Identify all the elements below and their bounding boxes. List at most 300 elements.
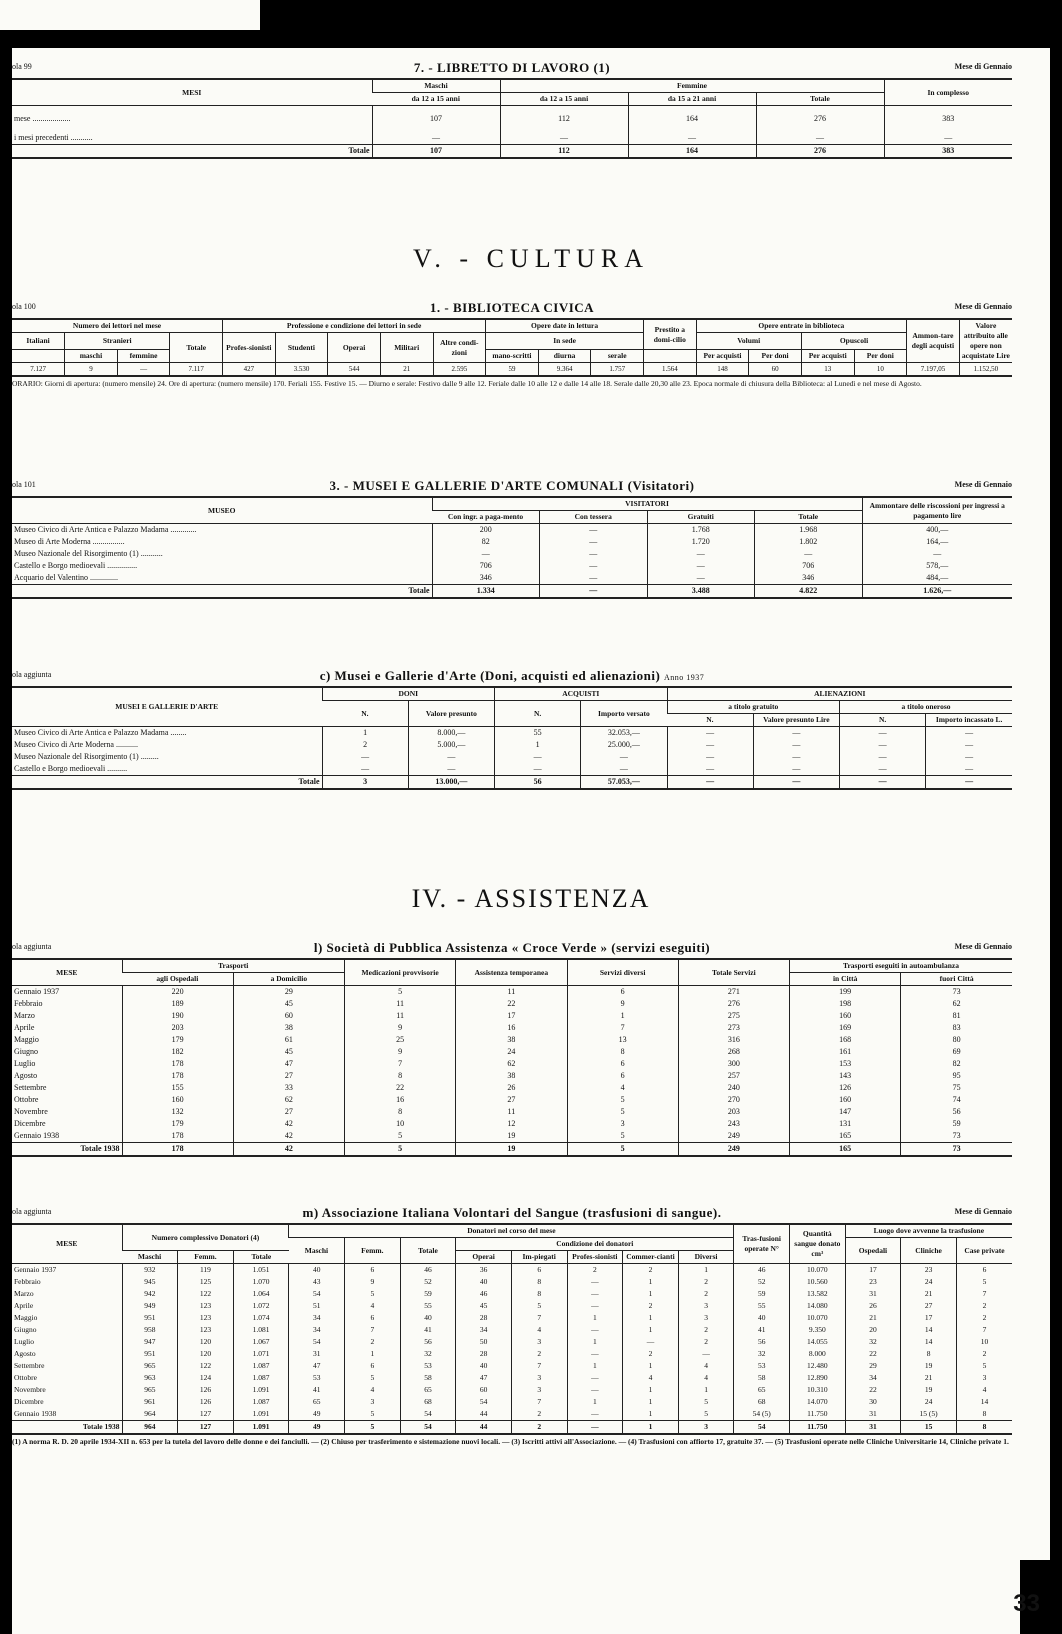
cell-value: 29 bbox=[845, 1360, 901, 1372]
cell-value: 23 bbox=[845, 1276, 901, 1288]
table-row bbox=[12, 1034, 1012, 1046]
total-label: Totale 1938 bbox=[12, 1421, 122, 1435]
month-label: Mese di Gennaio bbox=[954, 1207, 1012, 1216]
cell-value: 249 bbox=[678, 1143, 789, 1157]
cell-value: 5 bbox=[345, 1372, 401, 1384]
cell-value: 4 bbox=[345, 1300, 401, 1312]
cell-value: 5 bbox=[567, 1106, 678, 1118]
cell-value: 120 bbox=[178, 1348, 234, 1360]
month-label: Novembre bbox=[14, 1107, 48, 1116]
cell-value: 74 bbox=[901, 1094, 1012, 1106]
col-totale: Totale bbox=[756, 93, 884, 106]
month-label: Novembre bbox=[14, 1385, 46, 1394]
cell-value: 122 bbox=[178, 1288, 234, 1300]
cell-value: 62 bbox=[901, 998, 1012, 1010]
cell-value: 11 bbox=[345, 1010, 456, 1022]
cell-value: 1 bbox=[623, 1384, 679, 1396]
cell-value: — bbox=[567, 1348, 623, 1360]
table-row bbox=[12, 1276, 1012, 1288]
cell-value: 19 bbox=[901, 1384, 957, 1396]
cell-value: 34 bbox=[289, 1324, 345, 1336]
cell-value: 7 bbox=[511, 1312, 567, 1324]
cell-value: 3 bbox=[678, 1312, 734, 1324]
cell-value: 12 bbox=[456, 1118, 567, 1130]
cell-value: 168 bbox=[790, 1034, 901, 1046]
cell-value: 31 bbox=[845, 1288, 901, 1300]
biblioteca-table: Numero dei lettori nel mese Professione e condizione dei lettori in sede Opere date in lettura Prestito a domi-cilio Opere entrate in biblioteca Ammon-tare degli acquisti Valore attribuito alle opere non acquistate Lire Italiani Stranieri Totale Profes-sionisti Studenti Operai Militari Altre condi-zioni In sede Volumi Opuscoli maschi femmine mano-scritti diurna serale Per acquisti Per doni Per acquisti Per doni 7.127 9 — 7.117 427 3.530 544 21 2.595 59 9.364 1.757 1.564 148 60 13 10 7.197,05 1.152,50 bbox=[12, 318, 1012, 377]
cell-value: 9 bbox=[567, 998, 678, 1010]
cell-value: 179 bbox=[122, 1034, 233, 1046]
table-row bbox=[12, 1312, 1012, 1324]
cell-value: 56 bbox=[901, 1106, 1012, 1118]
cell-value: 10.070 bbox=[790, 1264, 846, 1277]
month-label: Mese di Gennaio bbox=[954, 480, 1012, 489]
cell-value: 182 bbox=[122, 1046, 233, 1058]
cell-value: 964 bbox=[122, 1408, 178, 1421]
cell-value: 153 bbox=[790, 1058, 901, 1070]
cell-value: 2 bbox=[956, 1312, 1012, 1324]
cell-value: — bbox=[567, 1372, 623, 1384]
cell-value: 65 bbox=[289, 1396, 345, 1408]
cell-value: 199 bbox=[790, 986, 901, 999]
cell-value: 942 bbox=[122, 1288, 178, 1300]
cell-value: 52 bbox=[400, 1276, 456, 1288]
cell-value: 6 bbox=[567, 986, 678, 999]
section-avis bbox=[12, 1205, 1012, 1447]
cell-value: 6 bbox=[345, 1360, 401, 1372]
col-mesi: MESI bbox=[12, 79, 372, 106]
total-row bbox=[12, 1143, 1012, 1157]
cell-value: 31 bbox=[845, 1408, 901, 1421]
cell-value: 126 bbox=[178, 1384, 234, 1396]
section-title: 3. - MUSEI E GALLERIE D'ARTE COMUNALI (Visitatori) bbox=[329, 478, 695, 493]
cell-value: — bbox=[567, 1408, 623, 1421]
col-f1: da 12 a 15 anni bbox=[500, 93, 628, 106]
table-row bbox=[12, 1082, 1012, 1094]
cell-value: 14 bbox=[901, 1324, 957, 1336]
cell-value: 40 bbox=[456, 1360, 512, 1372]
cell-value: 1 bbox=[345, 1348, 401, 1360]
cell-value: 22 bbox=[845, 1348, 901, 1360]
table-row bbox=[12, 1046, 1012, 1058]
cell-value: 53 bbox=[289, 1372, 345, 1384]
cell-value: 68 bbox=[734, 1396, 790, 1408]
cell-value: 8 bbox=[511, 1288, 567, 1300]
cell-value: 2 bbox=[678, 1288, 734, 1300]
cell-value: 11.750 bbox=[790, 1421, 846, 1435]
section-libretto-lavoro bbox=[12, 60, 1012, 159]
chapter-title-assistenza: IV. - ASSISTENZA bbox=[411, 884, 651, 913]
cell-value: 54 bbox=[734, 1421, 790, 1435]
month-label: Mese di Gennaio bbox=[954, 302, 1012, 311]
cell-value: 3 bbox=[345, 1396, 401, 1408]
table-row bbox=[12, 1288, 1012, 1300]
cell-value: 47 bbox=[456, 1372, 512, 1384]
cell-value: 25 bbox=[345, 1034, 456, 1046]
cell-value: 13 bbox=[567, 1034, 678, 1046]
cell-value: 44 bbox=[456, 1421, 512, 1435]
scan-paper-tab bbox=[0, 0, 260, 30]
cell-value: 2 bbox=[678, 1276, 734, 1288]
cell-value: 75 bbox=[901, 1082, 1012, 1094]
total-row: Totale 1.334 — 3.488 4.822 1.626,— bbox=[12, 585, 1012, 599]
table-row bbox=[12, 1372, 1012, 1384]
cell-value: 49 bbox=[289, 1408, 345, 1421]
cell-value: 68 bbox=[400, 1396, 456, 1408]
section-title: 1. - BIBLIOTECA CIVICA bbox=[429, 300, 595, 315]
cell-value: 3 bbox=[511, 1372, 567, 1384]
cell-value: 257 bbox=[678, 1070, 789, 1082]
cell-value: 2 bbox=[511, 1421, 567, 1435]
table-row bbox=[12, 1130, 1012, 1143]
chapter-title-cultura: V. - CULTURA bbox=[413, 244, 649, 273]
cell-value: 41 bbox=[734, 1324, 790, 1336]
cell-value: 5 bbox=[567, 1094, 678, 1106]
cell-value: 6 bbox=[511, 1264, 567, 1277]
cell-value: 1 bbox=[623, 1396, 679, 1408]
cell-value: 951 bbox=[122, 1348, 178, 1360]
table-ref: ola 99 bbox=[12, 62, 32, 71]
cell-value: 189 bbox=[122, 998, 233, 1010]
cell-value: 10.310 bbox=[790, 1384, 846, 1396]
cell-value: 7 bbox=[511, 1360, 567, 1372]
total-label: Totale 1938 bbox=[12, 1143, 122, 1157]
cell-value: 14.080 bbox=[790, 1300, 846, 1312]
cell-value: 11 bbox=[456, 986, 567, 999]
table-row bbox=[12, 1360, 1012, 1372]
cell-value: 6 bbox=[567, 1070, 678, 1082]
cell-value: — bbox=[567, 1276, 623, 1288]
month-label: Giugno bbox=[14, 1047, 38, 1056]
cell-value: 5 bbox=[956, 1360, 1012, 1372]
month-label: Settembre bbox=[14, 1361, 45, 1370]
cell-value: 178 bbox=[122, 1070, 233, 1082]
cell-value: 1.070 bbox=[233, 1276, 289, 1288]
cell-value: 26 bbox=[845, 1300, 901, 1312]
cell-value: 14.070 bbox=[790, 1396, 846, 1408]
table-row bbox=[12, 1106, 1012, 1118]
table-row bbox=[12, 1384, 1012, 1396]
cell-value: 40 bbox=[734, 1312, 790, 1324]
cell-value: 53 bbox=[400, 1360, 456, 1372]
cell-value: 5 bbox=[345, 1288, 401, 1300]
cell-value: 1.072 bbox=[233, 1300, 289, 1312]
cell-value: 58 bbox=[734, 1372, 790, 1384]
cell-value: 932 bbox=[122, 1264, 178, 1277]
cell-value: — bbox=[567, 1288, 623, 1300]
cell-value: 4 bbox=[678, 1372, 734, 1384]
year-label: Anno 1937 bbox=[664, 673, 705, 682]
cell-value: 17 bbox=[845, 1264, 901, 1277]
cell-value: 54 (5) bbox=[734, 1408, 790, 1421]
month-label: Luglio bbox=[14, 1059, 36, 1068]
cell-value: 160 bbox=[790, 1010, 901, 1022]
cell-value: 1.081 bbox=[233, 1324, 289, 1336]
cell-value: 21 bbox=[901, 1288, 957, 1300]
cell-value: 40 bbox=[400, 1312, 456, 1324]
month-label: Mese di Gennaio bbox=[954, 942, 1012, 951]
cell-value: 1 bbox=[623, 1408, 679, 1421]
month-label: Gennaio 1937 bbox=[14, 987, 60, 996]
cell-value: 123 bbox=[178, 1324, 234, 1336]
cell-value: 49 bbox=[289, 1421, 345, 1435]
section-musei bbox=[12, 478, 1012, 599]
cell-value: 1.087 bbox=[233, 1372, 289, 1384]
cell-value: 268 bbox=[678, 1046, 789, 1058]
table-row bbox=[12, 1070, 1012, 1082]
cell-value: 6 bbox=[345, 1312, 401, 1324]
cell-value: 56 bbox=[734, 1336, 790, 1348]
cell-value: 46 bbox=[734, 1264, 790, 1277]
table-row bbox=[12, 1324, 1012, 1336]
cell-value: 54 bbox=[400, 1421, 456, 1435]
cell-value: 6 bbox=[956, 1264, 1012, 1277]
cell-value: 143 bbox=[790, 1070, 901, 1082]
table-row bbox=[12, 1396, 1012, 1408]
section-title: c) Musei e Gallerie d'Arte (Doni, acquisti ed alienazioni) bbox=[319, 668, 661, 683]
table-row: 7.127 9 — 7.117 427 3.530 544 21 2.595 59 9.364 1.757 1.564 148 60 13 10 7.197,05 1.152,50 bbox=[12, 363, 1012, 377]
cell-value: 963 bbox=[122, 1372, 178, 1384]
cell-value: 20 bbox=[845, 1324, 901, 1336]
month-label: Ottobre bbox=[14, 1373, 37, 1382]
croce-verde-table: MESE Trasporti Medicazioni provvisorie Assistenza temporanea Servizi diversi Totale Servizi Trasporti eseguiti in autoambulanza agli Ospedali a Domicilio in Città fuori Città Gennaio 1937 220 29 5 11 6 271 199 73 Febbraio 189 45 11 22 9 276 198 62 Marzo 190 60 11 17 1 275 160 81 Aprile 203 38 9 16 7 273 169 83 Maggio 179 61 25 38 13 316 168 80 Giugno 182 45 9 24 8 268 161 69 Luglio 178 47 7 62 6 300 153 82 Agosto 178 27 8 38 6 257 143 95 Settembre 155 33 22 26 4 240 126 75 Ottobre 160 62 16 27 5 270 160 74 Novembre 132 27 8 11 5 203 147 56 Dicembre 179 42 10 12 3 243 131 59 Gennaio 1938 178 42 5 19 5 249 165 73 Totale 1938 178 42 5 19 5 249 165 73 bbox=[12, 958, 1012, 1157]
table-row: Museo Civico di Arte Antica e Palazzo Madama ........ 1 8.000,— 55 32.053,— — — — — bbox=[12, 727, 1012, 740]
cell-value: 178 bbox=[122, 1130, 233, 1143]
cell-value: 190 bbox=[122, 1010, 233, 1022]
cell-value: 9 bbox=[345, 1276, 401, 1288]
cell-value: 126 bbox=[790, 1082, 901, 1094]
cell-value: 81 bbox=[901, 1010, 1012, 1022]
month-label: Ottobre bbox=[14, 1095, 39, 1104]
cell-value: 125 bbox=[178, 1276, 234, 1288]
cell-value: 54 bbox=[400, 1408, 456, 1421]
cell-value: 965 bbox=[122, 1360, 178, 1372]
cell-value: 14.055 bbox=[790, 1336, 846, 1348]
col-f2: da 15 a 21 anni bbox=[628, 93, 756, 106]
cell-value: 24 bbox=[901, 1276, 957, 1288]
table-ref: ola 101 bbox=[12, 480, 36, 489]
table-row bbox=[12, 986, 1012, 999]
cell-value: 131 bbox=[790, 1118, 901, 1130]
cell-value: — bbox=[567, 1384, 623, 1396]
cell-value: 2 bbox=[623, 1264, 679, 1277]
cell-value: 5 bbox=[678, 1396, 734, 1408]
cell-value: 1 bbox=[623, 1312, 679, 1324]
cell-value: 27 bbox=[233, 1106, 344, 1118]
cell-value: 4 bbox=[345, 1384, 401, 1396]
cell-value: 1 bbox=[567, 1312, 623, 1324]
cell-value: 82 bbox=[901, 1058, 1012, 1070]
cell-value: 5 bbox=[956, 1276, 1012, 1288]
cell-value: 52 bbox=[734, 1276, 790, 1288]
cell-value: 11 bbox=[345, 998, 456, 1010]
cell-value: 122 bbox=[178, 1360, 234, 1372]
cell-value: 1.091 bbox=[233, 1421, 289, 1435]
month-label: Febbraio bbox=[14, 1277, 41, 1286]
cell-value: 17 bbox=[456, 1010, 567, 1022]
cell-value: 1.087 bbox=[233, 1360, 289, 1372]
cell-value: 7 bbox=[345, 1058, 456, 1070]
cell-value: 964 bbox=[122, 1421, 178, 1435]
cell-value: 8 bbox=[345, 1106, 456, 1118]
cell-value: 34 bbox=[845, 1372, 901, 1384]
month-label: Dicembre bbox=[14, 1119, 46, 1128]
cell-value: 160 bbox=[790, 1094, 901, 1106]
cell-value: 6 bbox=[567, 1058, 678, 1070]
cell-value: 178 bbox=[122, 1143, 233, 1157]
cell-value: 178 bbox=[122, 1058, 233, 1070]
page-number: 33 bbox=[1013, 1590, 1040, 1617]
cell-value: 58 bbox=[400, 1372, 456, 1384]
cell-value: 8 bbox=[511, 1276, 567, 1288]
cell-value: 61 bbox=[233, 1034, 344, 1046]
cell-value: 6 bbox=[345, 1264, 401, 1277]
cell-value: 132 bbox=[122, 1106, 233, 1118]
cell-value: 10 bbox=[956, 1336, 1012, 1348]
cell-value: 11 bbox=[456, 1106, 567, 1118]
cell-value: 179 bbox=[122, 1118, 233, 1130]
cell-value: 5 bbox=[345, 1421, 401, 1435]
cell-value: 4 bbox=[511, 1324, 567, 1336]
cell-value: 23 bbox=[901, 1264, 957, 1277]
cell-value: 33 bbox=[233, 1082, 344, 1094]
cell-value: 5 bbox=[567, 1130, 678, 1143]
section-title: 7. - LIBRETTO DI LAVORO (1) bbox=[413, 60, 611, 75]
cell-value: 38 bbox=[233, 1022, 344, 1034]
cell-value: 73 bbox=[901, 1130, 1012, 1143]
cell-value: 29 bbox=[233, 986, 344, 999]
cell-value: 80 bbox=[901, 1034, 1012, 1046]
cell-value: — bbox=[623, 1336, 679, 1348]
total-row: Totale 3 13.000,— 56 57.053,— — — — — bbox=[12, 776, 1012, 790]
cell-value: 1 bbox=[623, 1288, 679, 1300]
month-label: Febbraio bbox=[14, 999, 43, 1008]
cell-value: 1.051 bbox=[233, 1264, 289, 1277]
cell-value: 3 bbox=[511, 1384, 567, 1396]
cell-value: 2 bbox=[623, 1300, 679, 1312]
cell-value: 44 bbox=[456, 1408, 512, 1421]
cell-value: 1 bbox=[567, 1336, 623, 1348]
cell-value: 42 bbox=[233, 1143, 344, 1157]
cell-value: 203 bbox=[122, 1022, 233, 1034]
cell-value: 3 bbox=[511, 1336, 567, 1348]
month-label: Giugno bbox=[14, 1325, 37, 1334]
table-row bbox=[12, 1058, 1012, 1070]
cell-value: 22 bbox=[456, 998, 567, 1010]
cell-value: 2 bbox=[956, 1348, 1012, 1360]
month-label: Gennaio 1938 bbox=[14, 1409, 57, 1418]
table-row: Museo Civico di Arte Antica e Palazzo Madama ............. 200 — 1.768 1.968 400,— bbox=[12, 524, 1012, 537]
month-label: Dicembre bbox=[14, 1397, 44, 1406]
cell-value: 24 bbox=[456, 1046, 567, 1058]
cell-value: 1 bbox=[678, 1264, 734, 1277]
cell-value: 32 bbox=[734, 1348, 790, 1360]
month-label: Marzo bbox=[14, 1011, 35, 1020]
cell-value: 10.560 bbox=[790, 1276, 846, 1288]
cell-value: 3 bbox=[567, 1118, 678, 1130]
cell-value: 947 bbox=[122, 1336, 178, 1348]
cell-value: 1 bbox=[567, 1010, 678, 1022]
table-ref: ola aggiunta bbox=[12, 942, 52, 951]
cell-value: 28 bbox=[456, 1348, 512, 1360]
orario-note: ORARIO: Giorni di apertura: (numero mensile) 24. Ore di apertura: (numero mensile) 170. Feriali 155. Festive 15. — Diurno e serale: Festivo dalle 9 alle 12. Feriale dalle 10 alle 12 e dalle 14 alle 18. Serale dalle 20,30 alle 23. Epoca normale di chiusura della Biblioteca: al Lunedì e nel mese di Agosto. bbox=[12, 379, 922, 388]
cell-value: 5 bbox=[345, 1143, 456, 1157]
cell-value: 55 bbox=[734, 1300, 790, 1312]
cell-value: 1.071 bbox=[233, 1348, 289, 1360]
col-complesso: In complesso bbox=[884, 79, 1012, 106]
cell-value: 275 bbox=[678, 1010, 789, 1022]
section-title: l) Società di Pubblica Assistenza « Croce Verde » (servizi eseguiti) bbox=[313, 940, 711, 955]
cell-value: 38 bbox=[456, 1070, 567, 1082]
cell-value: 120 bbox=[178, 1336, 234, 1348]
cell-value: 9 bbox=[345, 1022, 456, 1034]
cell-value: 961 bbox=[122, 1396, 178, 1408]
month-label: Settembre bbox=[14, 1083, 47, 1092]
cell-value: 43 bbox=[289, 1276, 345, 1288]
table-row bbox=[12, 1022, 1012, 1034]
month-label: Gennaio 1938 bbox=[14, 1131, 60, 1140]
cell-value: 1 bbox=[678, 1384, 734, 1396]
cell-value: 220 bbox=[122, 986, 233, 999]
cell-value: 17 bbox=[901, 1312, 957, 1324]
cell-value: 3 bbox=[678, 1421, 734, 1435]
section-biblioteca bbox=[12, 300, 1012, 389]
month-label: Agosto bbox=[14, 1349, 36, 1358]
cell-value: 203 bbox=[678, 1106, 789, 1118]
cell-value: 11.750 bbox=[790, 1408, 846, 1421]
cell-value: 2 bbox=[345, 1336, 401, 1348]
cell-value: — bbox=[678, 1348, 734, 1360]
cell-value: 8 bbox=[345, 1070, 456, 1082]
col-maschi-top: Maschi bbox=[372, 79, 500, 93]
table-row bbox=[12, 998, 1012, 1010]
cell-value: 51 bbox=[289, 1300, 345, 1312]
cell-value: 4 bbox=[956, 1384, 1012, 1396]
cell-value: 69 bbox=[901, 1046, 1012, 1058]
cell-value: 8 bbox=[956, 1408, 1012, 1421]
month-label: Aprile bbox=[14, 1023, 35, 1032]
cell-value: 198 bbox=[790, 998, 901, 1010]
cell-value: 2 bbox=[567, 1264, 623, 1277]
cell-value: 270 bbox=[678, 1094, 789, 1106]
cell-value: 1 bbox=[623, 1276, 679, 1288]
table-row: Castello e Borgo medioevali ............... 706 — — 706 578,— bbox=[12, 560, 1012, 572]
cell-value: 60 bbox=[233, 1010, 344, 1022]
cell-value: 160 bbox=[122, 1094, 233, 1106]
cell-value: 41 bbox=[400, 1324, 456, 1336]
cell-value: 949 bbox=[122, 1300, 178, 1312]
cell-value: 276 bbox=[678, 998, 789, 1010]
cell-value: 62 bbox=[233, 1094, 344, 1106]
cell-value: 19 bbox=[901, 1360, 957, 1372]
cell-value: 7 bbox=[956, 1288, 1012, 1300]
table-ref: ola aggiunta bbox=[12, 1207, 52, 1216]
cell-value: 2 bbox=[511, 1408, 567, 1421]
cell-value: 1 bbox=[623, 1324, 679, 1336]
cell-value: 15 (5) bbox=[901, 1408, 957, 1421]
cell-value: 34 bbox=[289, 1312, 345, 1324]
table-row bbox=[12, 1010, 1012, 1022]
cell-value: 65 bbox=[400, 1384, 456, 1396]
cell-value: 965 bbox=[122, 1384, 178, 1396]
cell-value: 147 bbox=[790, 1106, 901, 1118]
cell-value: 3 bbox=[678, 1300, 734, 1312]
table-row: Acquario del Valentino .............. 346 — — 346 484,— bbox=[12, 572, 1012, 585]
cell-value: 62 bbox=[456, 1058, 567, 1070]
cell-value: 2 bbox=[678, 1336, 734, 1348]
cell-value: 47 bbox=[289, 1360, 345, 1372]
cell-value: 55 bbox=[400, 1300, 456, 1312]
